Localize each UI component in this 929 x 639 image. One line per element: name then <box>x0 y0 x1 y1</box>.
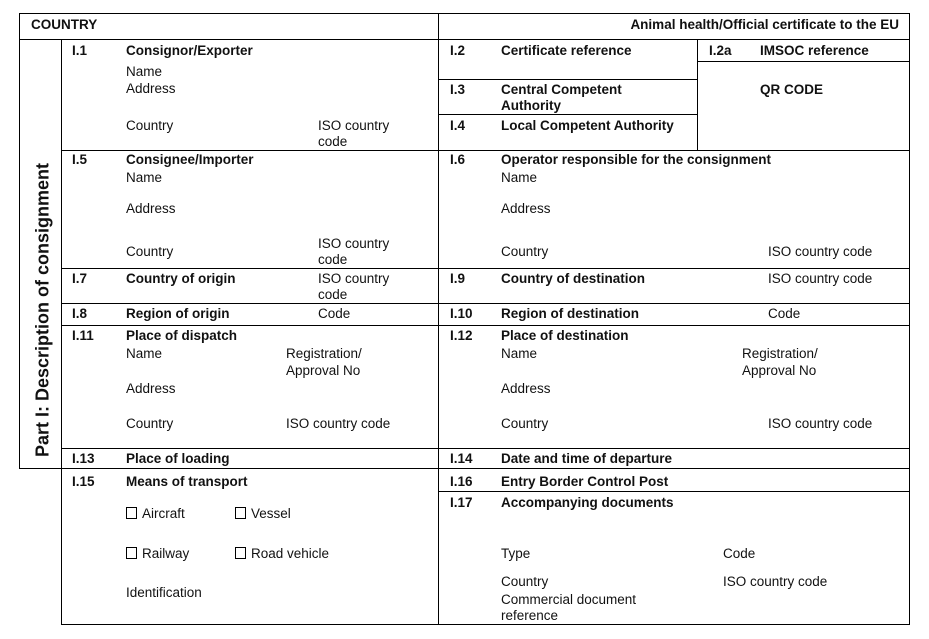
rule <box>19 13 20 469</box>
checkbox-icon[interactable] <box>235 507 246 519</box>
country-label: Country <box>126 416 174 431</box>
iso-label: ISO country <box>318 236 390 251</box>
road-vehicle-option[interactable] <box>235 545 329 562</box>
country-header: COUNTRY <box>31 17 98 32</box>
box-number: I.9 <box>450 271 466 286</box>
box-title: Date and time of departure <box>501 451 673 466</box>
box-number: I.2a <box>709 43 732 58</box>
rule <box>19 13 910 14</box>
iso-label: ISO country code <box>768 416 873 431</box>
box-title: Entry Border Control Post <box>501 474 669 489</box>
commercial-document-label: Commercial document <box>501 592 637 607</box>
code-label: Code <box>723 546 756 561</box>
address-label: Address <box>501 381 551 396</box>
box-number: I.17 <box>450 495 473 510</box>
box-number: I.5 <box>72 152 88 167</box>
box-title: Place of dispatch <box>126 328 238 343</box>
railway-option[interactable] <box>126 545 189 562</box>
iso-label-cont: code <box>318 252 348 267</box>
registration-label-cont: Approval No <box>286 363 361 378</box>
rule <box>438 491 909 492</box>
identification-label: Identification <box>126 585 202 600</box>
box-number: I.4 <box>450 118 466 133</box>
rule <box>61 303 909 304</box>
box-title: Certificate reference <box>501 43 632 58</box>
iso-label: ISO country <box>318 271 390 286</box>
name-label: Name <box>126 170 163 185</box>
address-label: Address <box>126 381 176 396</box>
type-label: Type <box>501 546 531 561</box>
rule <box>438 13 439 625</box>
name-label: Name <box>501 346 538 361</box>
box-number: I.2 <box>450 43 466 58</box>
box-number: I.3 <box>450 82 466 97</box>
box-title: Local Competent Authority <box>501 118 674 133</box>
code-label: Code <box>318 306 351 321</box>
box-number: I.8 <box>72 306 88 321</box>
box-number: I.15 <box>72 474 95 489</box>
aircraft-label: Aircraft <box>142 506 185 521</box>
iso-label: ISO country code <box>286 416 391 431</box>
iso-label: ISO country code <box>768 271 873 286</box>
code-label: Code <box>768 306 801 321</box>
rule <box>19 468 61 469</box>
registration-label: Registration/ <box>742 346 818 361</box>
country-label: Country <box>501 416 549 431</box>
registration-label: Registration/ <box>286 346 362 361</box>
rule <box>438 79 697 80</box>
country-label: Country <box>126 118 174 133</box>
vessel-option[interactable] <box>235 505 291 522</box>
address-label: Address <box>501 201 551 216</box>
name-label: Name <box>126 64 163 79</box>
box-title: Place of loading <box>126 451 230 466</box>
name-label: Name <box>126 346 163 361</box>
country-label: Country <box>501 574 549 589</box>
box-title: Consignor/Exporter <box>126 43 253 58</box>
rule <box>61 624 909 625</box>
rule <box>61 448 909 449</box>
iso-label: ISO country <box>318 118 390 133</box>
aircraft-option[interactable] <box>126 505 185 522</box>
rule <box>438 114 697 115</box>
box-number: I.12 <box>450 328 473 343</box>
box-number: I.7 <box>72 271 88 286</box>
iso-label: ISO country code <box>768 244 873 259</box>
box-title: Country of origin <box>126 271 236 286</box>
address-label: Address <box>126 81 176 96</box>
checkbox-icon[interactable] <box>126 547 137 559</box>
box-title-cont: Authority <box>501 98 561 113</box>
box-title: Place of destination <box>501 328 629 343</box>
rule <box>19 39 910 40</box>
box-title: Means of transport <box>126 474 248 489</box>
box-number: I.14 <box>450 451 473 466</box>
checkbox-icon[interactable] <box>235 547 246 559</box>
rule <box>909 13 910 625</box>
box-title: Central Competent <box>501 82 622 97</box>
box-number: I.13 <box>72 451 95 466</box>
name-label: Name <box>501 170 538 185</box>
country-label: Country <box>126 244 174 259</box>
box-title: Country of destination <box>501 271 645 286</box>
box-number: I.10 <box>450 306 473 321</box>
box-number: I.16 <box>450 474 473 489</box>
vessel-label: Vessel <box>251 506 291 521</box>
box-number: I.6 <box>450 152 466 167</box>
box-number: I.1 <box>72 43 88 58</box>
rule <box>697 61 909 62</box>
box-title: Consignee/Importer <box>126 152 254 167</box>
box-title: Operator responsible for the consignment <box>501 152 772 167</box>
box-title: Accompanying documents <box>501 495 674 510</box>
railway-label: Railway <box>142 546 190 561</box>
rule <box>61 268 909 269</box>
box-number: I.11 <box>72 328 94 343</box>
box-title: IMSOC reference <box>760 43 869 58</box>
rule <box>61 325 909 326</box>
iso-label: ISO country code <box>723 574 828 589</box>
checkbox-icon[interactable] <box>126 507 137 519</box>
iso-label-cont: code <box>318 287 348 302</box>
qr-code-label: QR CODE <box>760 82 824 97</box>
commercial-document-label-cont: reference <box>501 608 559 623</box>
box-title: Region of origin <box>126 306 230 321</box>
rule <box>697 39 698 150</box>
certificate-title: Animal health/Official certificate to the EU <box>630 17 899 32</box>
box-title: Region of destination <box>501 306 639 321</box>
road-vehicle-label: Road vehicle <box>251 546 330 561</box>
address-label: Address <box>126 201 176 216</box>
iso-label-cont: code <box>318 134 348 149</box>
country-label: Country <box>501 244 549 259</box>
rule <box>61 468 909 469</box>
registration-label-cont: Approval No <box>742 363 817 378</box>
rule <box>61 39 62 625</box>
part-label: Part I: Description of consignment <box>32 162 53 458</box>
